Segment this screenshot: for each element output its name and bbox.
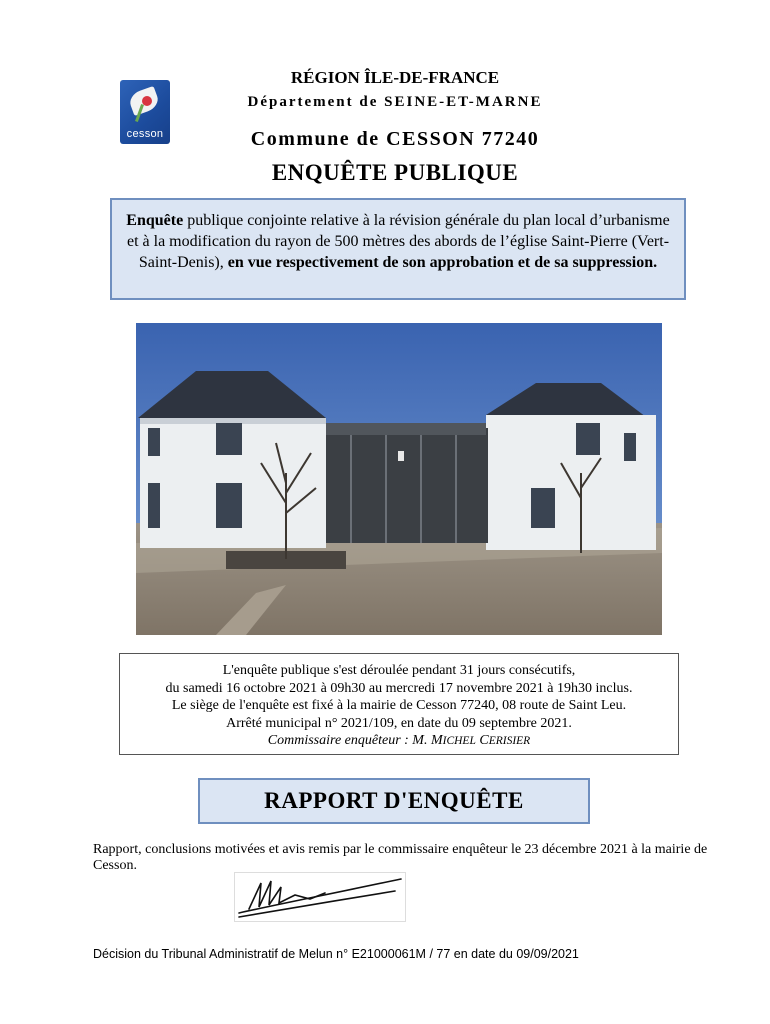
enquiry-subject-text: publique conjointe relative à la révision générale du plan local d’urbanisme et à la modification du rayon de 500 mètres des abords de l’église Saint-Pierre (Vert-Saint-Denis), [126,212,670,271]
enquiry-seat: Le siège de l'enquête est fixé à la mairie de Cesson 77240, 08 route de Saint Leu. [171,698,627,713]
department-heading: Département de SEINE-ET-MARNE [247,94,543,110]
report-title-box: RAPPORT D'ENQUÊTE [198,778,590,824]
enquiry-details-box [119,653,679,755]
report-submission-text: Rapport, conclusions motivées et avis remis par le commissaire enquêteur le 23 décembre 2021 à la mairie de Cesson. [93,842,708,873]
commissioner-prefix: Commissaire enquêteur : M. M [267,733,443,748]
commissioner-surname-rest: ERISIER [488,735,531,747]
region-heading: RÉGION ÎLE-DE-FRANCE [290,68,500,87]
commissioner-firstname-rest: ICHEL [442,735,476,747]
tribunal-decision-footer: Décision du Tribunal Administratif de Melun n° E21000061M / 77 en date du 09/09/2021 [93,947,579,961]
enquiry-dates: du samedi 16 octobre 2021 à 09h30 au mercredi 17 novembre 2021 à 19h30 inclus. [165,680,633,696]
municipal-decree: Arrêté municipal n° 2021/109, en date du 09 septembre 2021. [226,715,572,731]
commissioner-signature [234,872,406,922]
town-hall-photo [136,323,662,635]
logo-name: cesson [126,128,164,140]
enquiry-subject-purpose: en vue respectivement de son approbation et de sa suppression. [227,254,658,271]
enquiry-duration: L'enquête publique s'est déroulée pendant 31 jours consécutifs, [222,663,576,678]
commissioner-surname-initial: C [475,733,489,748]
logo-flower-shape [142,96,152,106]
enquiry-subject-box [110,198,686,300]
enquiry-subject-lead: Enquête [126,212,184,229]
commissioner-line [120,732,678,751]
commune-heading: Commune de CESSON 77240 [250,128,540,150]
cesson-logo [120,80,170,144]
document-title: ENQUÊTE PUBLIQUE [271,160,519,185]
